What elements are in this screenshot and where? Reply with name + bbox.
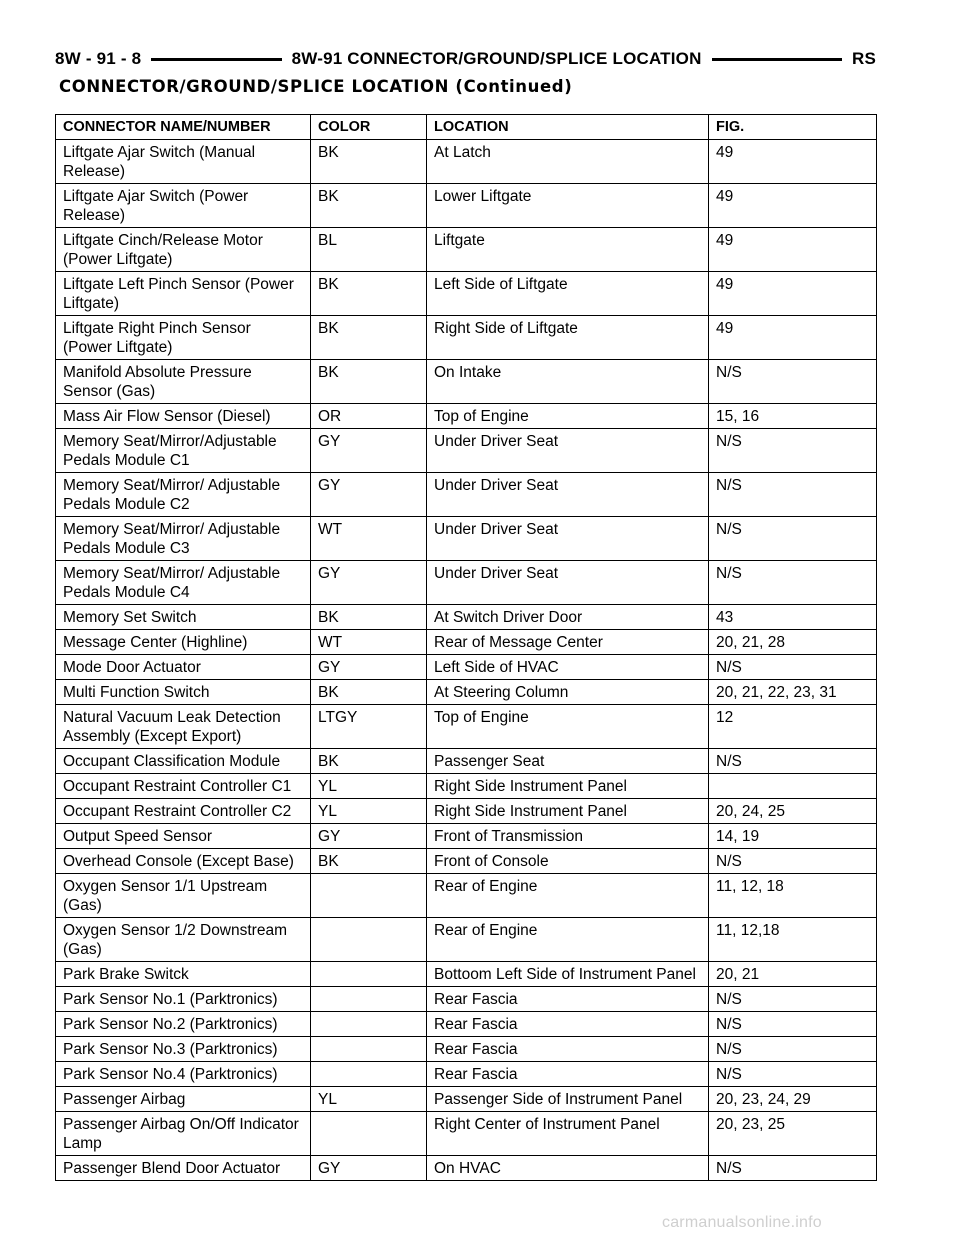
cell-color: [311, 987, 427, 1012]
cell-location: Under Driver Seat: [427, 561, 709, 605]
table-row: [56, 987, 877, 1012]
cell-connector-name: Overhead Console (Except Base): [56, 849, 311, 874]
cell-fig: 49: [709, 316, 877, 360]
cell-color: YL: [311, 799, 427, 824]
cell-connector-name: Occupant Classification Module: [56, 749, 311, 774]
cell-connector-name: Multi Function Switch: [56, 680, 311, 705]
cell-connector-name: Liftgate Ajar Switch (Power Release): [56, 184, 311, 228]
cell-connector-name: Oxygen Sensor 1/2 Downstream (Gas): [56, 918, 311, 962]
table-row: [56, 799, 877, 824]
table-row: [56, 140, 877, 184]
cell-connector-name: Liftgate Left Pinch Sensor (Power Liftgate): [56, 272, 311, 316]
page-header: [55, 46, 876, 72]
cell-color: GY: [311, 561, 427, 605]
cell-location: Right Center of Instrument Panel: [427, 1112, 709, 1156]
cell-location: Front of Transmission: [427, 824, 709, 849]
cell-fig: N/S: [709, 517, 877, 561]
cell-fig: 49: [709, 184, 877, 228]
cell-connector-name: Occupant Restraint Controller C2: [56, 799, 311, 824]
table-row: [56, 429, 877, 473]
cell-color: YL: [311, 774, 427, 799]
cell-color: BK: [311, 605, 427, 630]
cell-connector-name: Occupant Restraint Controller C1: [56, 774, 311, 799]
table-row: [56, 849, 877, 874]
cell-fig: N/S: [709, 429, 877, 473]
cell-color: [311, 1037, 427, 1062]
cell-fig: N/S: [709, 360, 877, 404]
table-row: [56, 774, 877, 799]
table-body: [56, 140, 877, 1181]
cell-connector-name: Park Sensor No.3 (Parktronics): [56, 1037, 311, 1062]
cell-connector-name: Passenger Airbag On/Off Indicator Lamp: [56, 1112, 311, 1156]
cell-fig: 15, 16: [709, 404, 877, 429]
cell-fig: 20, 21: [709, 962, 877, 987]
cell-fig: 49: [709, 228, 877, 272]
header-page-number: 8W - 91 - 8: [55, 49, 142, 68]
cell-connector-name: Liftgate Cinch/Release Motor (Power Liftgate): [56, 228, 311, 272]
header-rule-left: [151, 58, 281, 61]
cell-connector-name: Memory Seat/Mirror/ Adjustable Pedals Module C2: [56, 473, 311, 517]
header-section-title: 8W-91 CONNECTOR/GROUND/SPLICE LOCATION: [291, 49, 702, 68]
cell-location: Top of Engine: [427, 404, 709, 429]
cell-connector-name: Liftgate Right Pinch Sensor (Power Liftgate): [56, 316, 311, 360]
cell-location: At Switch Driver Door: [427, 605, 709, 630]
cell-color: BK: [311, 360, 427, 404]
cell-color: BK: [311, 184, 427, 228]
cell-color: WT: [311, 630, 427, 655]
column-header-connector: CONNECTOR NAME/NUMBER: [56, 115, 311, 140]
column-header-color: COLOR: [311, 115, 427, 140]
cell-location: Top of Engine: [427, 705, 709, 749]
table-row: [56, 316, 877, 360]
cell-fig: 49: [709, 140, 877, 184]
cell-location: Under Driver Seat: [427, 429, 709, 473]
table-row: [56, 404, 877, 429]
cell-color: [311, 918, 427, 962]
cell-connector-name: Memory Set Switch: [56, 605, 311, 630]
cell-location: Rear of Engine: [427, 874, 709, 918]
cell-location: Rear of Engine: [427, 918, 709, 962]
cell-fig: 20, 24, 25: [709, 799, 877, 824]
cell-color: BL: [311, 228, 427, 272]
cell-fig: N/S: [709, 1156, 877, 1181]
cell-fig: N/S: [709, 655, 877, 680]
cell-location: Bottoom Left Side of Instrument Panel: [427, 962, 709, 987]
cell-connector-name: Park Sensor No.1 (Parktronics): [56, 987, 311, 1012]
cell-location: Rear Fascia: [427, 1037, 709, 1062]
cell-connector-name: Park Sensor No.2 (Parktronics): [56, 1012, 311, 1037]
cell-location: Rear Fascia: [427, 1062, 709, 1087]
cell-color: GY: [311, 824, 427, 849]
cell-fig: 49: [709, 272, 877, 316]
cell-color: BK: [311, 272, 427, 316]
table-row: [56, 1012, 877, 1037]
cell-fig: N/S: [709, 1012, 877, 1037]
cell-color: BK: [311, 749, 427, 774]
cell-connector-name: Manifold Absolute Pressure Sensor (Gas): [56, 360, 311, 404]
cell-location: Under Driver Seat: [427, 517, 709, 561]
column-header-fig: FIG.: [709, 115, 877, 140]
cell-location: Rear Fascia: [427, 1012, 709, 1037]
cell-color: [311, 962, 427, 987]
cell-fig: 11, 12, 18: [709, 874, 877, 918]
table-row: [56, 517, 877, 561]
cell-location: Lower Liftgate: [427, 184, 709, 228]
cell-color: LTGY: [311, 705, 427, 749]
cell-connector-name: Passenger Blend Door Actuator: [56, 1156, 311, 1181]
cell-location: Under Driver Seat: [427, 473, 709, 517]
cell-color: [311, 1012, 427, 1037]
cell-color: BK: [311, 849, 427, 874]
cell-fig: [709, 774, 877, 799]
cell-color: BK: [311, 680, 427, 705]
connector-location-table: [55, 114, 877, 1181]
cell-fig: 11, 12,18: [709, 918, 877, 962]
cell-fig: N/S: [709, 1062, 877, 1087]
cell-color: BK: [311, 140, 427, 184]
table-row: [56, 1037, 877, 1062]
table-row: [56, 874, 877, 918]
cell-location: At Steering Column: [427, 680, 709, 705]
table-row: [56, 473, 877, 517]
cell-location: Rear of Message Center: [427, 630, 709, 655]
table-row: [56, 605, 877, 630]
table-row: [56, 360, 877, 404]
cell-fig: N/S: [709, 749, 877, 774]
table-row: [56, 918, 877, 962]
cell-connector-name: Natural Vacuum Leak Detection Assembly (Except Export): [56, 705, 311, 749]
cell-connector-name: Oxygen Sensor 1/1 Upstream (Gas): [56, 874, 311, 918]
table-row: [56, 1062, 877, 1087]
cell-location: Right Side Instrument Panel: [427, 799, 709, 824]
cell-color: GY: [311, 1156, 427, 1181]
cell-fig: 43: [709, 605, 877, 630]
cell-color: YL: [311, 1087, 427, 1112]
cell-fig: N/S: [709, 1037, 877, 1062]
cell-location: Passenger Side of Instrument Panel: [427, 1087, 709, 1112]
cell-location: Right Side Instrument Panel: [427, 774, 709, 799]
cell-fig: 20, 23, 25: [709, 1112, 877, 1156]
cell-connector-name: Mode Door Actuator: [56, 655, 311, 680]
cell-location: Left Side of HVAC: [427, 655, 709, 680]
cell-color: WT: [311, 517, 427, 561]
cell-connector-name: Message Center (Highline): [56, 630, 311, 655]
header-model-code: RS: [851, 49, 876, 68]
cell-location: Passenger Seat: [427, 749, 709, 774]
cell-fig: 20, 23, 24, 29: [709, 1087, 877, 1112]
column-header-location: LOCATION: [427, 115, 709, 140]
cell-fig: N/S: [709, 849, 877, 874]
cell-location: Liftgate: [427, 228, 709, 272]
cell-connector-name: Memory Seat/Mirror/ Adjustable Pedals Module C4: [56, 561, 311, 605]
cell-connector-name: Passenger Airbag: [56, 1087, 311, 1112]
table-row: [56, 630, 877, 655]
table-row: [56, 1087, 877, 1112]
table-row: [56, 184, 877, 228]
cell-connector-name: Mass Air Flow Sensor (Diesel): [56, 404, 311, 429]
header-rule-right: [712, 58, 842, 61]
cell-connector-name: Park Sensor No.4 (Parktronics): [56, 1062, 311, 1087]
cell-fig: N/S: [709, 473, 877, 517]
table-row: [56, 680, 877, 705]
watermark: carmanualsonline.info: [662, 1214, 822, 1231]
table-row: [56, 561, 877, 605]
cell-fig: N/S: [709, 561, 877, 605]
table-row: [56, 1112, 877, 1156]
cell-color: GY: [311, 473, 427, 517]
cell-location: On Intake: [427, 360, 709, 404]
cell-location: Left Side of Liftgate: [427, 272, 709, 316]
table-row: [56, 272, 877, 316]
cell-fig: 14, 19: [709, 824, 877, 849]
cell-location: At Latch: [427, 140, 709, 184]
cell-connector-name: Liftgate Ajar Switch (Manual Release): [56, 140, 311, 184]
cell-connector-name: Memory Seat/Mirror/ Adjustable Pedals Module C3: [56, 517, 311, 561]
cell-fig: 12: [709, 705, 877, 749]
cell-location: Front of Console: [427, 849, 709, 874]
table-row: [56, 824, 877, 849]
cell-location: Right Side of Liftgate: [427, 316, 709, 360]
table-row: [56, 749, 877, 774]
cell-color: BK: [311, 316, 427, 360]
cell-color: [311, 1112, 427, 1156]
cell-fig: N/S: [709, 987, 877, 1012]
cell-color: GY: [311, 655, 427, 680]
table-row: [56, 705, 877, 749]
page-subtitle: CONNECTOR/GROUND/SPLICE LOCATION (Continued): [59, 77, 573, 96]
table-row: [56, 228, 877, 272]
cell-connector-name: Park Brake Switck: [56, 962, 311, 987]
cell-color: [311, 874, 427, 918]
cell-location: On HVAC: [427, 1156, 709, 1181]
cell-color: OR: [311, 404, 427, 429]
cell-color: [311, 1062, 427, 1087]
cell-location: Rear Fascia: [427, 987, 709, 1012]
table-header-row: [56, 115, 877, 140]
table-row: [56, 655, 877, 680]
cell-connector-name: Memory Seat/Mirror/Adjustable Pedals Module C1: [56, 429, 311, 473]
table-row: [56, 1156, 877, 1181]
table-row: [56, 962, 877, 987]
cell-color: GY: [311, 429, 427, 473]
cell-connector-name: Output Speed Sensor: [56, 824, 311, 849]
cell-fig: 20, 21, 28: [709, 630, 877, 655]
cell-fig: 20, 21, 22, 23, 31: [709, 680, 877, 705]
